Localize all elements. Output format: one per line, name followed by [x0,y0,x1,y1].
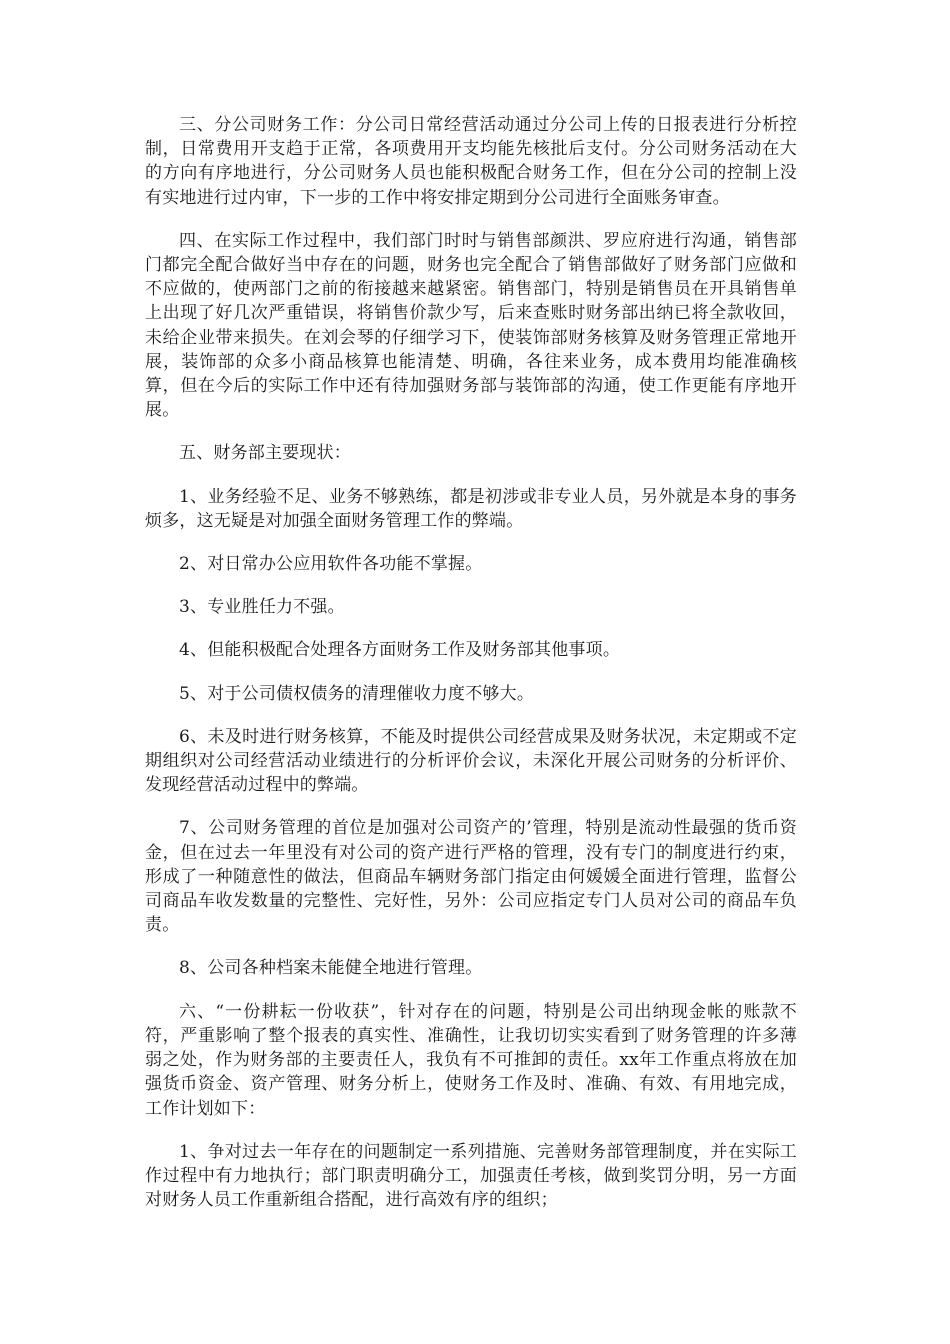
paragraph-status-item-2: 2、对日常办公应用软件各功能不掌握。 [179,554,483,575]
paragraph-status-heading: 五、财务部主要现状： [179,443,351,464]
document-body [145,113,797,1231]
paragraph-status-item-3: 3、专业胜任力不强。 [179,597,345,618]
paragraph-status-item-7: 7、公司财务管理的首位是加强对公司资产的’管理，特别是流动性最强的货币资金，但在过去一年里没有对公司的资产进行严格的管理，没有专门的制度进行约束，形成了一种随意性的做法，但商品车辆财务部门指定由何媛媛全面进行管理，监督公司商品车收发数量的完整性、完好性，另外：公司应指定专门人员对公司的商品车负责。 [145,818,797,936]
paragraph-sales-communication: 四、在实际工作过程中，我们部门时时与销售部颜洪、罗应府进行沟通，销售部门都完全配合做好当中存在的问题，财务也完全配合了销售部做好了财务部门应做和不应做的，使两部门之前的衔接越来越紧密。销售部门，特别是销售员在开具销售单上出现了好几次严重错误，将销售价款少写，后来查账时财务部出纳已将全款收回，未给企业带来损失。在刘会琴的仔细学习下，使装饰部财务核算及财务管理正常地开展，装饰部的众多小商品核算也能清楚、明确，各往来业务，成本费用均能准确核算，但在今后的实际工作中还有待加强财务部与装饰部的沟通，使工作更能有序地开展。 [145,230,797,421]
paragraph-work-plan-intro: 六、“一份耕耘一份收获”，针对存在的问题，特别是公司出纳现金帐的账款不符，严重影响了整个报表的真实性、准确性，让我切切实实看到了财务管理的许多薄弱之处，作为财务部的主要责任人，我负有不可推卸的责任。xx年工作重点将放在加强货币资金、资产管理、财务分析上，使财务工作及时、准确、有效、有用地完成，工作计划如下： [145,1001,797,1119]
paragraph-branch-finance: 三、分公司财务工作：分公司日常经营活动通过分公司上传的日报表进行分析控制，日常费用开支趋于正常，各项费用开支均能先核批后支付。分公司财务活动在大的方向有序地进行，分公司财务人员也能积极配合财务工作，但在分公司的控制上没有实地进行过内审，下一步的工作中将安排定期到分公司进行全面账务审查。 [145,115,797,208]
paragraph-status-item-8: 8、公司各种档案未能健全地进行管理。 [179,958,483,979]
paragraph-plan-item-1: 1、争对过去一年存在的问题制定一系列措施、完善财务部管理制度，并在实际工作过程中有力地执行；部门职责明确分工，加强责任考核，做到奖罚分明，另一方面对财务人员工作重新组合搭配，进行高效有序的组织； [145,1141,797,1211]
paragraph-status-item-6: 6、未及时进行财务核算，不能及时提供公司经营成果及财务状况，未定期或不定期组织对公司经营活动业绩进行的分析评价会议，未深化开展公司财务的分析评价、发现经营活动过程中的弊端。 [145,726,797,796]
paragraph-status-item-1: 1、业务经验不足、业务不够熟练，都是初涉或非专业人员，另外就是本身的事务烦多，这无疑是对加强全面财务管理工作的弊端。 [145,486,797,531]
paragraph-status-item-4: 4、但能积极配合处理各方面财务工作及财务部其他事项。 [179,640,621,661]
paragraph-status-item-5: 5、对于公司债权债务的清理催收力度不够大。 [179,683,535,704]
